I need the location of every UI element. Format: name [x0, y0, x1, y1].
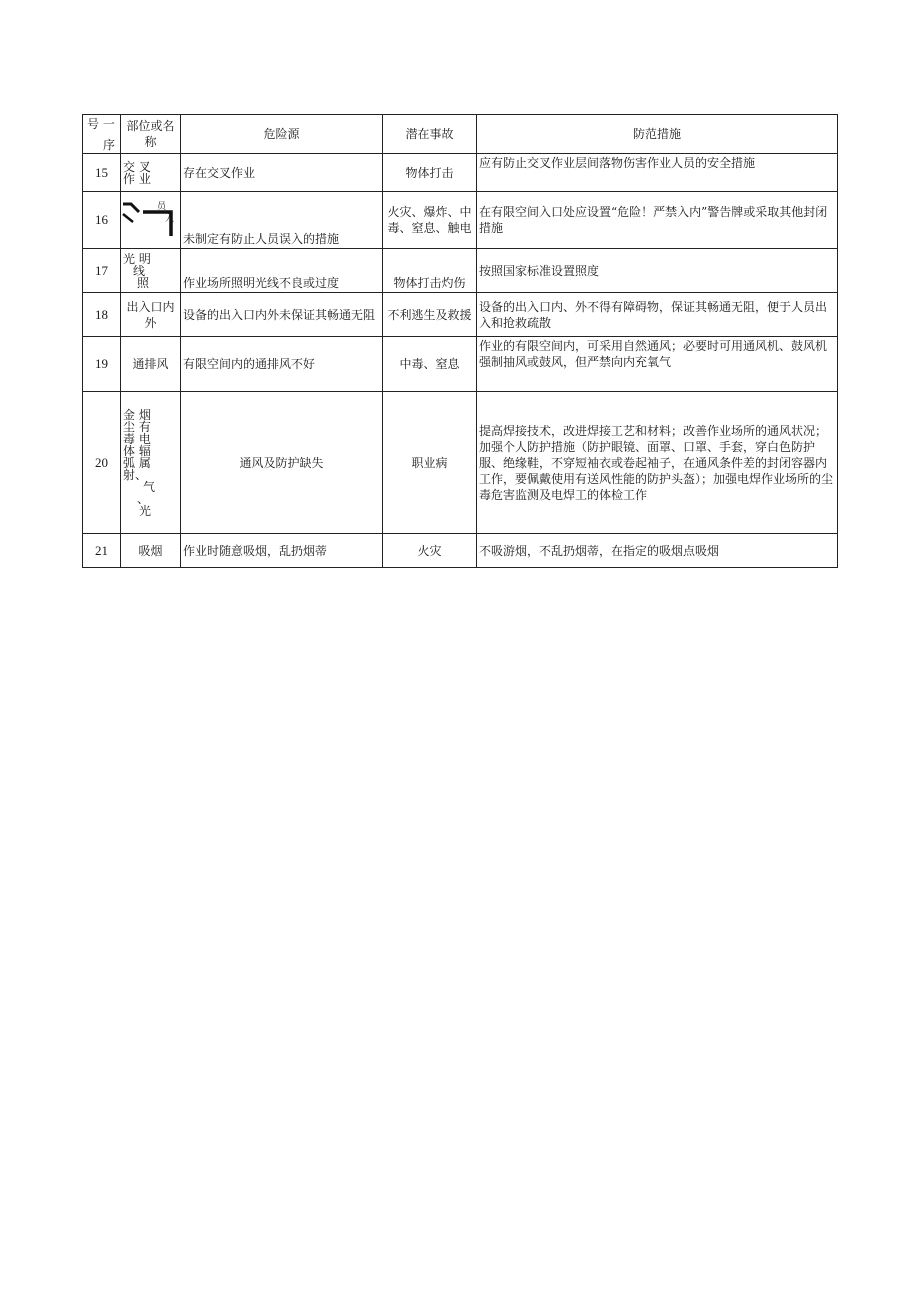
row-measure: 设备的出入口内、外不得有障碍物，保证其畅通无阻，便于人员出入和抢救疏散: [477, 293, 838, 337]
row-location: 光 明 线 照: [121, 249, 181, 293]
row-number: 20: [83, 392, 121, 534]
table-row: [83, 192, 838, 249]
table-row: [83, 293, 838, 337]
row-number: 19: [83, 337, 121, 392]
header-number: 号 一 序: [83, 115, 121, 154]
row-hazard: 通风及防护缺失: [181, 392, 383, 534]
table-row: [83, 337, 838, 392]
row-accident: 物体打击灼伤: [383, 249, 477, 293]
row-measure: 应有防止交叉作业层间落物伤害作业人员的安全措施: [477, 154, 838, 192]
table-row: [83, 154, 838, 192]
row-accident: 职业病: [383, 392, 477, 534]
row-accident: 不利逃生及救援: [383, 293, 477, 337]
row-location: 员 入: [121, 192, 181, 249]
row-location: 出入口内外: [121, 293, 181, 337]
row-accident: 中毒、窒息: [383, 337, 477, 392]
row-location: 交 叉 作 业: [121, 154, 181, 192]
row-accident: 火灾: [383, 534, 477, 568]
row-number: 17: [83, 249, 121, 293]
row-hazard: 作业场所照明光线不良或过度: [181, 249, 383, 293]
header-measure: 防范措施: [477, 115, 838, 154]
row-location: 通排风: [121, 337, 181, 392]
row-measure: 在有限空间入口处应设置“危险！严禁入内”警告牌或采取其他封闭措施: [477, 192, 838, 249]
hazard-table: [82, 114, 838, 568]
table-header-row: [83, 115, 838, 154]
row-measure: 提高焊接技术，改进焊接工艺和材料；改善作业场所的通风状况；加强个人防护措施（防护眼镜、面罩、口罩、手套，穿白色防护服、绝缘鞋，不穿短袖衣或卷起袖子，在通风条件差的封闭容器内工作，要佩戴使用有送风性能的防护头盔）；加强电焊作业场所的尘毒危害监测及电焊工的体检工作: [477, 392, 838, 534]
row-number: 21: [83, 534, 121, 568]
row-hazard: 设备的出入口内外未保证其畅通无阻: [181, 293, 383, 337]
header-location: 部位或名称: [121, 115, 181, 154]
row-number: 15: [83, 154, 121, 192]
row-location: 金 烟 尘 有 毒 电 体 辐 弧 属 射、 气 、 光: [121, 392, 181, 534]
row-hazard: 有限空间内的通排风不好: [181, 337, 383, 392]
row-hazard: 未制定有防止人员误入的措施: [181, 192, 383, 249]
row-hazard: 作业时随意吸烟，乱扔烟蒂: [181, 534, 383, 568]
row-measure: 作业的有限空间内，可采用自然通风；必要时可用通风机、鼓风机强制抽风或鼓风，但严禁向内充氧气: [477, 337, 838, 392]
row-measure: 不吸游烟，不乱扔烟蒂，在指定的吸烟点吸烟: [477, 534, 838, 568]
row-accident: 物体打击: [383, 154, 477, 192]
table-row: [83, 534, 838, 568]
row-measure: 按照国家标准设置照度: [477, 249, 838, 293]
table-row: [83, 392, 838, 534]
header-hazard: 危险源: [181, 115, 383, 154]
header-accident: 潜在事故: [383, 115, 477, 154]
table-row: [83, 249, 838, 293]
row-hazard: 存在交叉作业: [181, 154, 383, 192]
row-accident: 火灾、爆炸、中毒、窒息、触电: [383, 192, 477, 249]
row-location: 吸烟: [121, 534, 181, 568]
row-number: 18: [83, 293, 121, 337]
row-number: 16: [83, 192, 121, 249]
